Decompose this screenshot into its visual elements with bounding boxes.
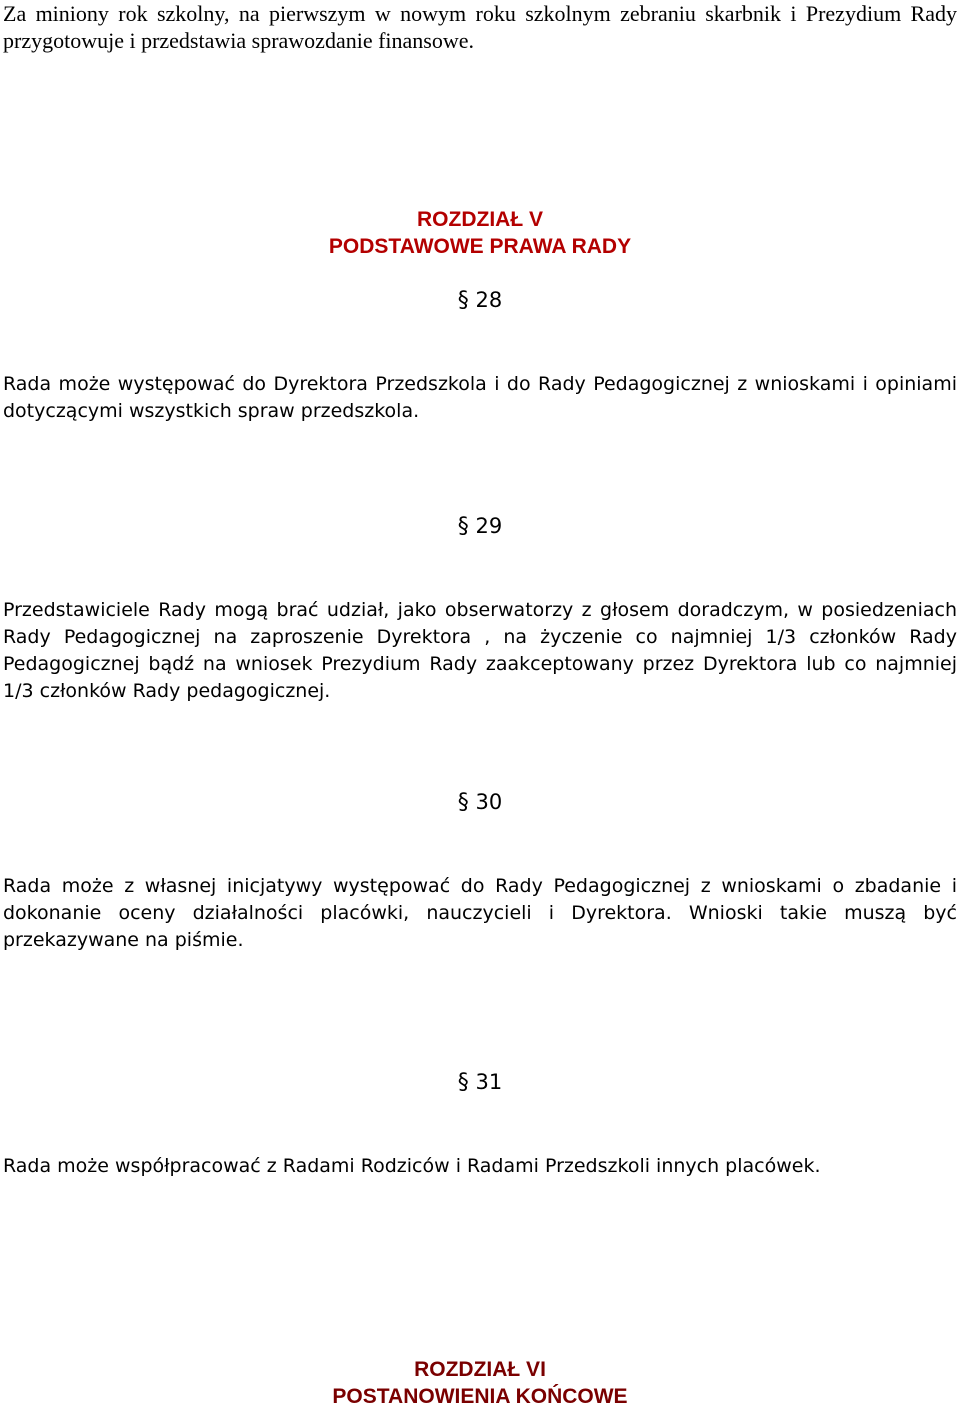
section-30-number: 30 xyxy=(475,790,503,814)
chapter-v-heading xyxy=(0,206,960,260)
section-symbol: § xyxy=(457,790,469,815)
chapter-vi-number: ROZDZIAŁ VI xyxy=(414,1358,546,1381)
section-31-text: Rada może współpracować z Radami Rodziców i Radami Przedszkoli innych placówek. xyxy=(3,1155,821,1177)
section-31-number: 31 xyxy=(475,1070,503,1094)
section-symbol: § xyxy=(457,288,469,313)
section-29-heading xyxy=(0,513,960,540)
section-28-number: 28 xyxy=(475,288,503,312)
section-symbol: § xyxy=(457,514,469,539)
chapter-v-number: ROZDZIAŁ V xyxy=(417,208,543,231)
chapter-v-title: PODSTAWOWE PRAWA RADY xyxy=(328,235,632,258)
section-29-text: Przedstawiciele Rady mogą brać udział, jako obserwatorzy z głosem doradczym, w posiedzeniach Rady Pedagogicznej na zaproszenie Dyrektora , na życzenie co najmniej 1/3 członków Rady Pedagogicznej bądź na wniosek Prezydium Rady zaakceptowany przez Dyrektora lub co najmniej 1/3 członków Rady pedagogicznej. xyxy=(3,599,957,702)
intro-paragraph: Za miniony rok szkolny, na pierwszym w nowym roku szkolnym zebraniu skarbnik i Prezydium Rady przygotowuje i przedstawia sprawozdanie finansowe. xyxy=(3,1,957,53)
section-29-number: 29 xyxy=(475,514,503,538)
section-31-heading xyxy=(0,1069,960,1096)
chapter-vi-heading xyxy=(0,1356,960,1410)
section-30-heading xyxy=(0,789,960,816)
section-symbol: § xyxy=(457,1070,469,1095)
section-30-text: Rada może z własnej inicjatywy występować do Rady Pedagogicznej z wnioskami o zbadanie i dokonanie oceny działalności placówki, nauczycieli i Dyrektora. Wnioski takie muszą być przekazywane na piśmie. xyxy=(3,875,957,951)
chapter-vi-title: POSTANOWIENIA KOŃCOWE xyxy=(332,1385,628,1408)
section-28-text: Rada może występować do Dyrektora Przedszkola i do Rady Pedagogicznej z wnioskami i opiniami dotyczącymi wszystkich spraw przedszkola. xyxy=(3,373,957,422)
section-28-heading xyxy=(0,287,960,314)
